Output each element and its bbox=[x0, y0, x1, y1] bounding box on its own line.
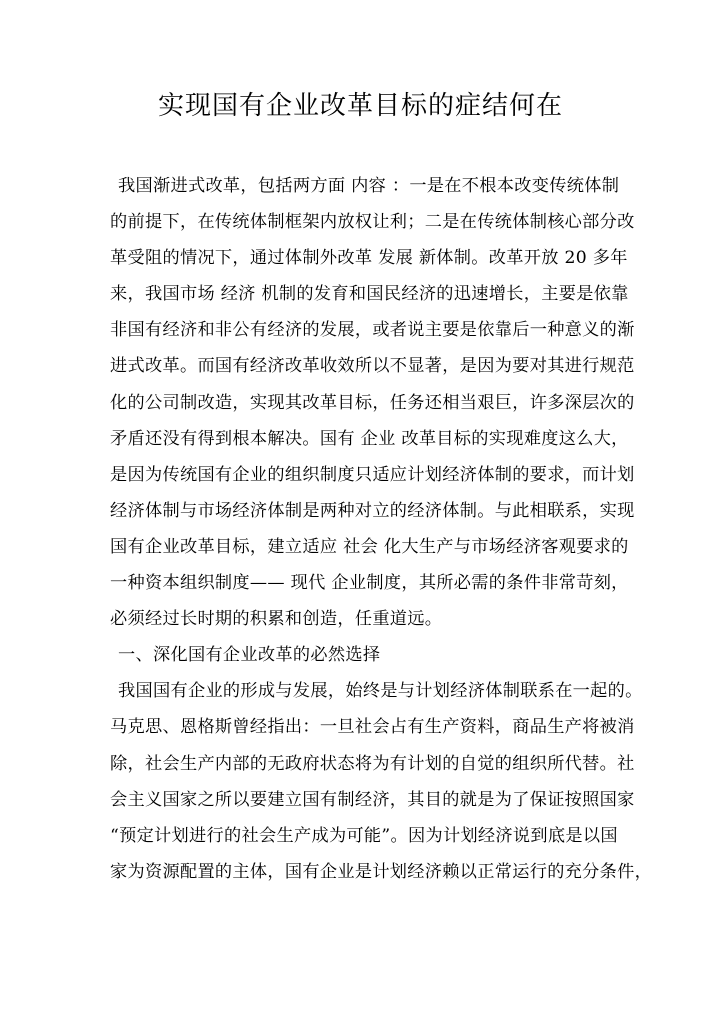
text-line: 一种资本组织制度—— 现代 企业制度，其所必需的条件非常苛刻， bbox=[110, 573, 629, 594]
text-line: “预定计划进行的社会生产成为可能”。因为计划经济说到底是以国 bbox=[110, 825, 618, 846]
paragraph-intro bbox=[110, 168, 635, 637]
text-line: 化的公司制改造，实现其改革目标，任务还相当艰巨，许多深层次的 bbox=[110, 392, 635, 413]
text-line: 必须经过长时期的积累和创造，任重道远。 bbox=[110, 609, 443, 630]
text-line: 矛盾还没有得到根本解决。国有 企业 改革目标的实现难度这么大， bbox=[110, 428, 629, 449]
paragraph-section-1 bbox=[110, 673, 653, 890]
text-line: 国有企业改革目标，建立适应 社会 化大生产与市场经济客观要求的 bbox=[110, 536, 629, 557]
section-heading bbox=[110, 637, 615, 673]
text-line: 会主义国家之所以要建立国有制经济，其目的就是为了保证按照国家 bbox=[110, 789, 635, 810]
document-title: 实现国有企业改革目标的症结何在 bbox=[157, 91, 563, 121]
document-body bbox=[110, 168, 653, 890]
text-line: 我国国有企业的形成与发展，始终是与计划经济体制联系在一起的。 bbox=[118, 681, 643, 702]
text-line: 非国有经济和非公有经济的发展，或者说主要是依靠后一种意义的渐 bbox=[110, 320, 635, 341]
text-line: 除，社会生产内部的无政府状态将为有计划的自觉的组织所代替。社 bbox=[110, 753, 635, 774]
text-line: 进式改革。而国有经济改革收效所以不显著，是因为要对其进行规范 bbox=[110, 356, 635, 377]
text-line: 我国渐进式改革，包括两方面 内容 ：一是在不根本改变传统体制 bbox=[118, 176, 620, 196]
text-line: 的前提下，在传统体制框架内放权让利；二是在传统体制核心部分改 bbox=[110, 212, 635, 233]
text-line: 经济体制与市场经济体制是两种对立的经济体制。与此相联系，实现 bbox=[110, 500, 635, 521]
text-line: 革受阻的情况下，通过体制外改革 发展 新体制。改革开放 20 多年 bbox=[110, 248, 628, 269]
section-heading-text: 一、深化国有企业改革的必然选择 bbox=[118, 645, 381, 666]
text-line: 家为资源配置的主体，国有企业是计划经济赖以正常运行的充分条件， bbox=[110, 861, 653, 882]
text-line: 是因为传统国有企业的组织制度只适应计划经济体制的要求，而计划 bbox=[110, 464, 635, 485]
text-line: 马克思、恩格斯曾经指出：一旦社会占有生产资料，商品生产将被消 bbox=[110, 717, 635, 738]
text-line: 来，我国市场 经济 机制的发育和国民经济的迅速增长，主要是依靠 bbox=[110, 284, 629, 305]
